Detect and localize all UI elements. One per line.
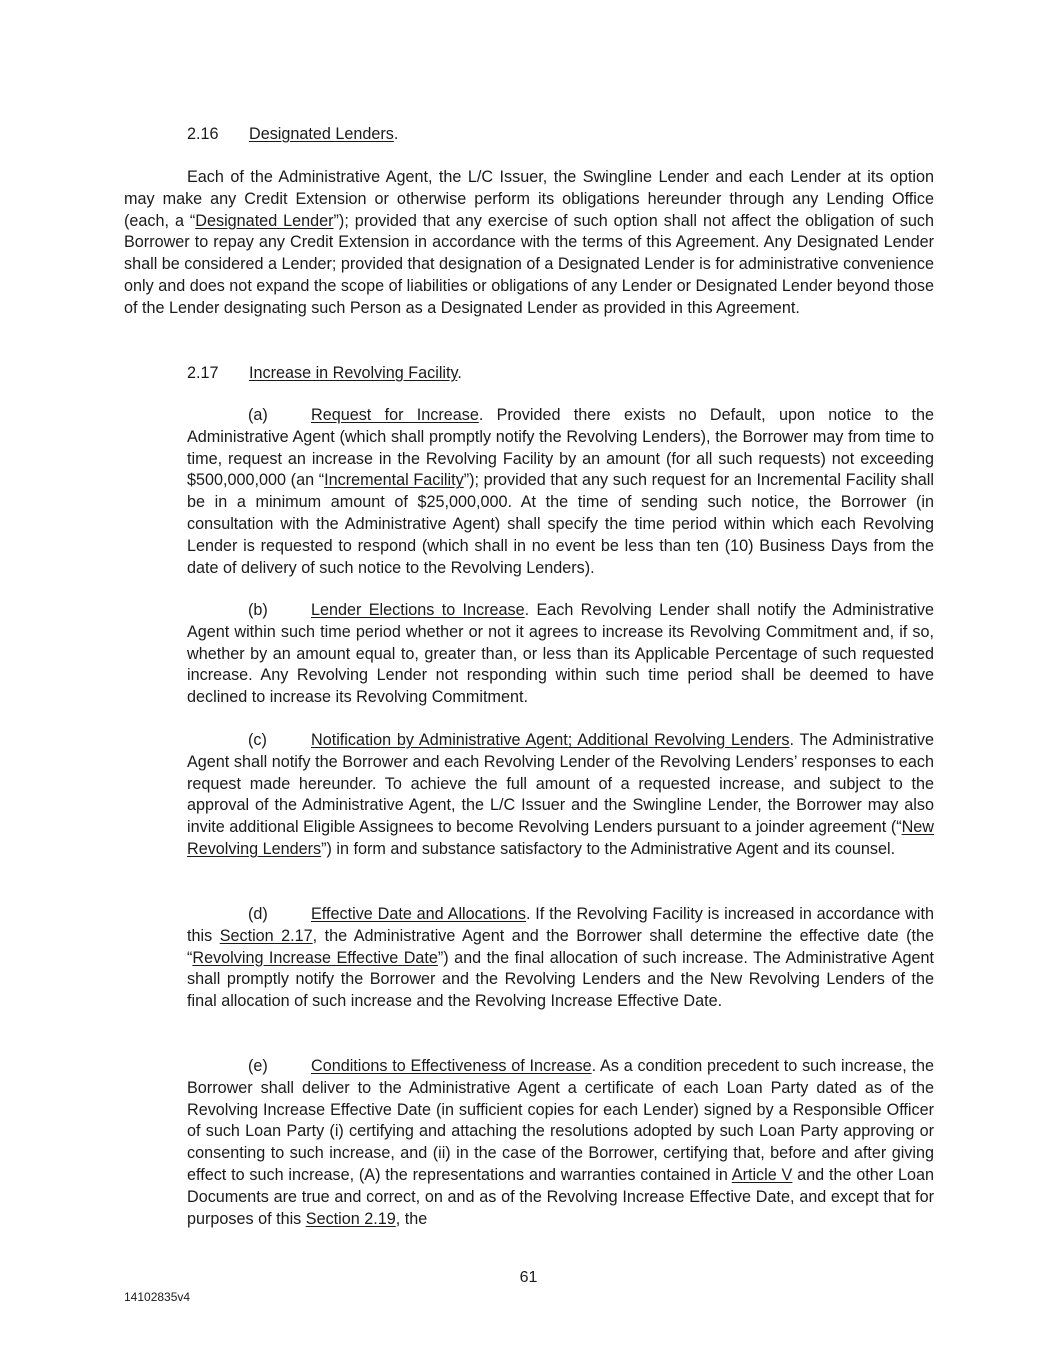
cross-reference: Article V bbox=[731, 1165, 793, 1184]
cross-reference: Section 2.19 bbox=[305, 1209, 396, 1228]
defined-term: Incremental Facility bbox=[324, 471, 464, 490]
page-number: 61 bbox=[519, 1269, 538, 1286]
clause-label: (a) bbox=[248, 406, 268, 424]
clause-b: (b) Lender Elections to Increase. Each Revolving Lender shall notify the Administrative Agent within such time period whether or not it agrees to increase its Revolving Commitment and, if so, whether by an amount equal to, greater than, or less than its Applicable Percentage of such requested increase. Any Revolving Lender not responding within such time period shall be deemed to have declined to increase its Revolving Commitment. bbox=[187, 601, 934, 707]
clause-label: (d) bbox=[248, 905, 268, 923]
clause-heading: Effective Date and Allocations bbox=[311, 905, 526, 923]
defined-term: New Revolving Lenders bbox=[187, 818, 934, 858]
section-title: Increase in Revolving Facility bbox=[249, 364, 458, 382]
clause-heading: Request for Increase bbox=[311, 406, 479, 424]
section-title: Designated Lenders bbox=[249, 125, 394, 143]
section-number: 2.17 bbox=[187, 364, 219, 382]
clause-label: (e) bbox=[248, 1057, 268, 1075]
clause-e: (e) Conditions to Effectiveness of Increase. As a condition precedent to such increase, the Borrower shall deliver to the Administrative Agent a certificate of each Loan Party dated as of the Revolving Increase Effective Date (in sufficient copies for each Lender) signed by a Responsible Officer of such Loan Party (i) certifying and attaching the resolutions adopted by such Loan Party approving or consenting to such increase, and (ii) in the case of the Borrower, certifying that, before and after giving effect to such increase, (A) the representations and warranties contained in Article V and the other Loan Documents are true and correct, on and as of the Revolving Increase Effective Date, and except that for purposes of this Section 2.19, the bbox=[187, 1057, 935, 1228]
section-number: 2.16 bbox=[187, 125, 219, 143]
clause-d: (d) Effective Date and Allocations. If the Revolving Facility is increased in accordance with this Section 2.17, the Administrative Agent and the Borrower shall determine the effective date (the “Revolving Increase Effective Date”) and the final allocation of such increase. The Administrative Agent shall promptly notify the Borrower and the Revolving Lenders and the New Revolving Lenders of the final allocation of such increase and the Revolving Increase Effective Date. bbox=[187, 905, 934, 1011]
section-2-16-heading: 2.16 Designated Lenders. bbox=[187, 124, 398, 146]
defined-term: Designated Lender bbox=[195, 211, 334, 230]
cross-reference: Section 2.17 bbox=[219, 926, 313, 945]
clause-heading: Conditions to Effectiveness of Increase bbox=[311, 1057, 592, 1075]
section-2-16-body: Each of the Administrative Agent, the L/C Issuer, the Swingline Lender and each Lender at its option may make any Credit Extension or otherwise perform its obligations hereunder through any Lending Office (each, a “Designated Lender”); provided that any exercise of such option shall not affect the obligation of such Borrower to repay any Credit Extension in accordance with the terms of this Agreement. Any Designated Lender shall be considered a Lender; provided that designation of a Designated Lender is for administrative convenience only and does not expand the scope of liabilities or obligations of any Lender or Designated Lender beyond those of the Lender designating such Person as a Designated Lender as provided in this Agreement. bbox=[124, 168, 934, 317]
clause-heading: Notification by Administrative Agent; Additional Revolving Lenders bbox=[311, 731, 790, 749]
clause-label: (b) bbox=[248, 601, 268, 619]
clause-c: (c) Notification by Administrative Agent; Additional Revolving Lenders. The Administrative Agent shall notify the Borrower and each Revolving Lender of the Revolving Lenders’ responses to each request made hereunder. To achieve the full amount of a requested increase, and subject to the approval of the Administrative Agent, the L/C Issuer and the Swingline Lender, the Borrower may also invite additional Eligible Assignees to become Revolving Lenders pursuant to a joinder agreement (“New Revolving Lenders”) in form and substance satisfactory to the Administrative Agent and its counsel. bbox=[187, 731, 935, 858]
section-2-17-heading: 2.17 Increase in Revolving Facility. bbox=[187, 363, 462, 385]
defined-term: Revolving Increase Effective Date bbox=[192, 948, 438, 967]
document-id: 14102835v4 bbox=[124, 1290, 191, 1304]
clause-heading: Lender Elections to Increase bbox=[311, 601, 525, 619]
clause-a: (a) Request for Increase. Provided there exists no Default, upon notice to the Administrative Agent (which shall promptly notify the Revolving Lenders), the Borrower may from time to time, request an increase in the Revolving Facility by an amount (for all such requests) not exceeding $500,000,000 (an “Incremental Facility”); provided that any such request for an Incremental Facility shall be in a minimum amount of $25,000,000. At the time of sending such notice, the Borrower (in consultation with the Administrative Agent) shall specify the time period within which each Revolving Lender is requested to respond (which shall in no event be less than ten (10) Business Days from the date of delivery of such notice to the Revolving Lenders). bbox=[187, 406, 934, 577]
clause-label: (c) bbox=[248, 731, 267, 749]
